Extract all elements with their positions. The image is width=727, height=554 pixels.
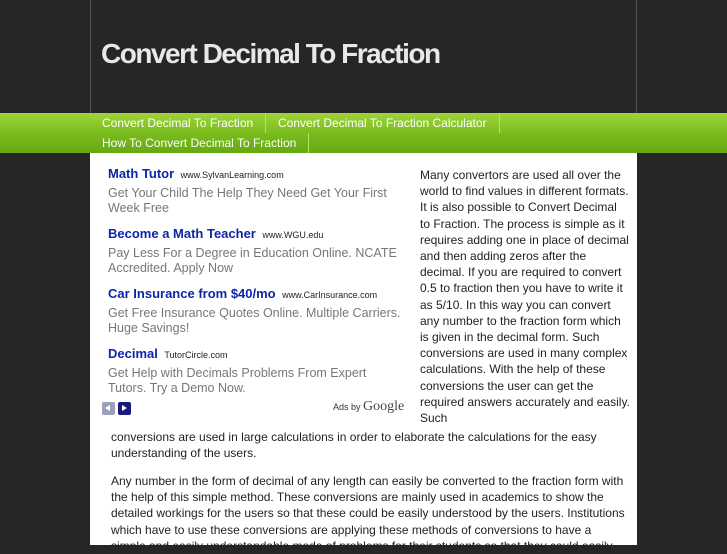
ad-item: [108, 285, 408, 336]
article-paragraph: Any number in the form of decimal of any length can easily be converted to the fraction form with the help of this simple method. These conversions are mainly used in academics to show the detailed workings for the users so that these could be easily understood by the users. Institutions which have to use these conversions are applying these methods of conversions to have a simple and easily understandable mode of problems for their students so that they could easily: [111, 474, 625, 553]
ads-by-label: Ads by: [333, 402, 361, 412]
ad-heading: [108, 165, 408, 183]
article-side-text: Many convertors are used all over the world to find values in different formats. It is also possible to Convert Decimal to Fraction. The process is simple as it requires adding one in place of decimal and then adding zeros after the decimal. If you are required to convert 0.5 to fraction then you have to write it as 5/10. In this way you can convert any number to the fraction form which is given in the decimal form. Such conversions are used in many complex calculations. With the help of these conversions the user can get the required answers accurately and easily. Such: [420, 168, 630, 426]
previous-arrow-icon[interactable]: [102, 402, 115, 415]
ad-title-link[interactable]: Decimal: [108, 346, 158, 361]
ads-by-google[interactable]: [333, 399, 404, 415]
ad-heading: [108, 285, 408, 303]
ad-heading: [108, 225, 408, 243]
ad-description: Get Your Child The Help They Need Get Your First Week Free: [108, 186, 387, 215]
ad-url[interactable]: TutorCircle.com: [164, 350, 228, 360]
nav-item-convert-decimal-to-fraction[interactable]: Convert Decimal To Fraction: [90, 113, 266, 133]
ad-description: Get Free Insurance Quotes Online. Multiple Carriers. Huge Savings!: [108, 306, 401, 335]
nav-item-calculator[interactable]: Convert Decimal To Fraction Calculator: [266, 113, 500, 133]
ad-item: [108, 345, 408, 396]
nav-item-how-to-convert[interactable]: How To Convert Decimal To Fraction: [90, 133, 309, 153]
ad-description: Pay Less For a Degree in Education Online. NCATE Accredited. Apply Now: [108, 246, 397, 275]
ad-pagination: [102, 400, 134, 418]
ad-heading: [108, 345, 408, 363]
google-logo: Google: [363, 399, 405, 414]
article-continued-text: conversions are used in large calculations in order to elaborate the calculations for the easy understanding of the users.: [111, 430, 597, 461]
ad-block: [108, 165, 408, 405]
right-background: [637, 0, 727, 545]
ad-title-link[interactable]: Math Tutor: [108, 166, 175, 181]
ad-title-link[interactable]: Become a Math Teacher: [108, 226, 256, 241]
ad-title-link[interactable]: Car Insurance from $40/mo: [108, 286, 276, 301]
site-title[interactable]: Convert Decimal To Fraction: [101, 38, 440, 69]
header: [90, 0, 637, 113]
content-area: [90, 153, 637, 553]
ad-description: Get Help with Decimals Problems From Expert Tutors. Try a Demo Now.: [108, 366, 367, 395]
next-arrow-icon[interactable]: [118, 402, 131, 415]
ad-url[interactable]: www.CarInsurance.com: [282, 290, 378, 300]
ad-item: [108, 225, 408, 276]
ad-url[interactable]: www.WGU.edu: [262, 230, 324, 240]
ad-item: [108, 165, 408, 216]
ad-url[interactable]: www.SylvanLearning.com: [180, 170, 284, 180]
main-nav: [90, 113, 637, 153]
left-background: [0, 0, 90, 545]
